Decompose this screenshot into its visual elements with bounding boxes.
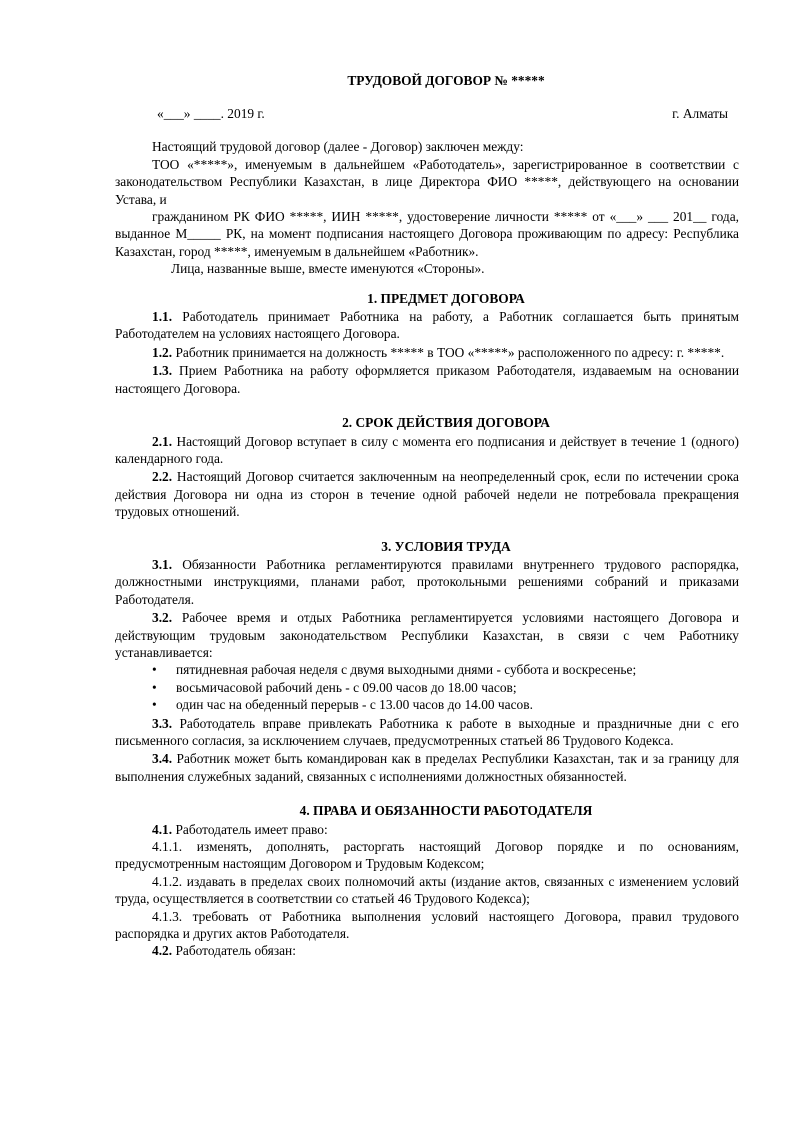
clause-4-2 [115, 942, 739, 959]
clause-2-1 [115, 433, 739, 468]
clause-3-4 [115, 750, 739, 785]
clause-number: 3.3. [152, 715, 173, 731]
clause-number: 2.2. [152, 469, 173, 485]
section-heading-2: 2. СРОК ДЕЙСТВИЯ ДОГОВОРА [342, 415, 550, 431]
clause-number: 1.2. [152, 344, 173, 360]
clause-number: 4.1. [152, 821, 173, 837]
clause-1-3 [115, 362, 739, 397]
section-heading-4: 4. ПРАВА И ОБЯЗАННОСТИ РАБОТОДАТЕЛЯ [299, 803, 593, 819]
bullet-icon: • [152, 679, 157, 695]
intro-paragraph: Настоящий трудовой договор (далее - Договор) заключен между: [152, 139, 524, 155]
contract-date: «___» ____. 2019 г. [157, 106, 265, 122]
clause-text: Работодатель обязан: [172, 943, 296, 959]
employee-paragraph: гражданином РК ФИО *****, ИИН *****, удостоверение личности ***** от «___» ___ 201__ года, выданное М_____ РК, на момент подписания настоящего Договора проживающим по адресу: Республика Казахстан, город *****, именуемым в дальнейшем «Работник». [115, 209, 739, 259]
clause-number: 3.1. [152, 556, 173, 572]
clause-text: Работодатель имеет право: [172, 821, 328, 837]
list-item: • один час на обеденный перерыв - с 13.00 часов до 14.00 часов. [152, 697, 533, 713]
clause-number: 3.4. [152, 751, 173, 767]
clause-text: Работодатель принимает Работника на работу, а Работник соглашается быть принятым Работодателем на условиях настоящего Договора. [115, 309, 739, 342]
clause-4-1-1: 4.1.1. изменять, дополнять, расторгать настоящий Договор порядке и по основаниям, предусмотренным настоящим Договором и Трудовым Кодексом; [115, 839, 739, 872]
clause-text: Настоящий Договор считается заключенным на неопределенный срок, если по истечении срока действия Договора ни одна из сторон в течение одной рабочей недели не потребовала прекращения трудовых отношений. [115, 469, 739, 520]
clause-1-1 [115, 308, 739, 343]
bullet-icon: • [152, 662, 157, 678]
clause-4-1-2: 4.1.2. издавать в пределах своих полномочий акты (издание актов, связанных с изменением условий труда, осуществляется в соответствии со статьей 46 Трудового Кодекса); [115, 873, 739, 907]
contract-city: г. Алматы [672, 106, 728, 122]
clause-text: Прием Работника на работу оформляется приказом Работодателя, издаваемым на основании настоящего Договора. [115, 363, 739, 396]
clause-text: Работник принимается на должность ***** в ТОО «*****» расположенного по адресу: г. *****. [172, 344, 725, 360]
section-heading-3: 3. УСЛОВИЯ ТРУДА [381, 538, 511, 554]
clause-text: Работник может быть командирован как в пределах Республики Казахстан, так и за границу для выполнения служебных заданий, связанных с исполнениями должностных обязанностей. [115, 751, 739, 784]
list-item: • восьмичасовой рабочий день - с 09.00 часов до 18.00 часов; [152, 679, 517, 695]
clause-number: 2.1. [152, 433, 173, 449]
clause-number: 1.1. [152, 309, 173, 325]
list-item: • пятидневная рабочая неделя с двумя выходными днями - суббота и воскресенье; [152, 662, 637, 678]
parties-paragraph: Лица, названные выше, вместе именуются «Стороны». [171, 261, 485, 277]
clause-text: Настоящий Договор вступает в силу с момента его подписания и действует в течение 1 (одного) календарного года. [115, 433, 739, 466]
clause-4-1 [115, 821, 739, 838]
clause-number: 3.2. [152, 610, 173, 626]
clause-3-3 [115, 715, 739, 750]
date-line [115, 105, 739, 123]
clause-3-1 [115, 556, 739, 608]
clause-3-2 [115, 609, 739, 661]
clause-text: Работодатель вправе привлекать Работника к работе в выходные и праздничные дни с его письменного согласия, за исключением случаев, предусмотренных статьей 86 Трудового Кодекса. [115, 715, 739, 748]
employer-paragraph: ТОО «*****», именуемым в дальнейшем «Работодатель», зарегистрированное в соответствии с законодательством Республики Казахстан, в лице Директора ФИО *****, действующего на основании Устава, и [115, 156, 739, 207]
clause-1-2 [115, 344, 739, 361]
document-page [115, 72, 739, 960]
clause-2-2 [115, 468, 739, 520]
document-title: ТРУДОВОЙ ДОГОВОР № ***** [347, 73, 545, 88]
clause-number: 1.3. [152, 363, 173, 379]
clause-text: Обязанности Работника регламентируются правилами внутреннего трудового распорядка, должностными инструкциями, планами работ, протокольными решениями собраний и приказами Работодателя. [115, 556, 739, 607]
clause-text: Рабочее время и отдых Работника регламентируется условиями настоящего Договора и действующим трудовым законодательством Республики Казахстан, в связи с чем Работнику устанавливается: [115, 610, 739, 660]
section-heading-1: 1. ПРЕДМЕТ ДОГОВОРА [367, 290, 525, 306]
clause-4-1-3: 4.1.3. требовать от Работника выполнения условий настоящего Договора, правил трудового распорядка и других актов Работодателя. [115, 908, 739, 942]
bullet-icon: • [152, 697, 157, 713]
clause-number: 4.2. [152, 943, 173, 959]
work-schedule-list [115, 661, 739, 713]
